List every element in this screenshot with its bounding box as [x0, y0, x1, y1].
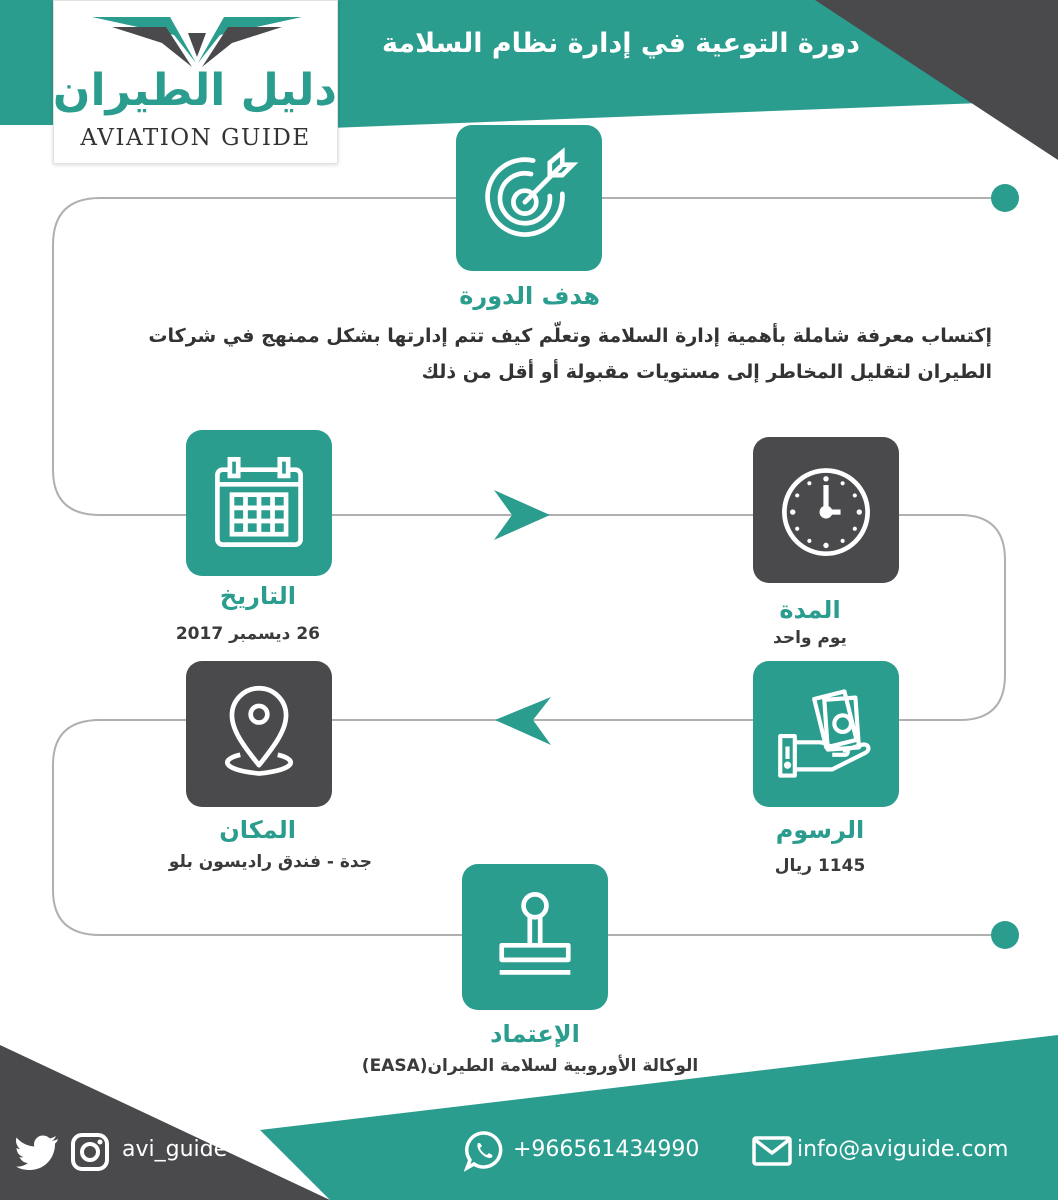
- accreditation-value: الوكالة الأوروبية لسلامة الطيران(EASA): [361, 1056, 699, 1076]
- goal-description: إكتساب معرفة شاملة بأهمية إدارة السلامة وتعلّم كيف تتم إدارتها بشكل ممنهج في شركات الطيران لتقليل المخاطر إلى مستويات مقبولة أو أقل من ذلك: [148, 325, 992, 383]
- phone-number[interactable]: +966561434990: [513, 1137, 700, 1162]
- stamp-icon: [483, 885, 587, 989]
- location-value: جدة - فندق راديسون بلو: [168, 852, 372, 872]
- logo: [53, 0, 338, 164]
- page-title: دورة التوعية في إدارة نظام السلامة: [382, 28, 860, 59]
- accreditation-tile: [462, 864, 608, 1010]
- location-pin-icon: [207, 682, 311, 786]
- fees-tile: [753, 661, 899, 807]
- email-icon[interactable]: [752, 1136, 792, 1166]
- date-tile: [186, 430, 332, 576]
- money-hand-icon: [774, 682, 878, 786]
- date-value: 26 ديسمبر 2017: [175, 624, 320, 644]
- clock-icon: [774, 458, 878, 562]
- duration-value: يوم واحد: [773, 628, 847, 648]
- location-tile: [186, 661, 332, 807]
- calendar-icon: [207, 451, 311, 555]
- goal-tile: [456, 125, 602, 271]
- instagram-icon[interactable]: [70, 1132, 110, 1172]
- wings-logo-icon: [92, 13, 302, 71]
- logo-english-text: AVIATION GUIDE: [80, 125, 311, 151]
- location-label: المكان: [219, 816, 296, 844]
- social-handle[interactable]: avi_guide: [122, 1137, 228, 1162]
- fees-label: الرسوم: [775, 816, 865, 844]
- whatsapp-icon[interactable]: [464, 1130, 504, 1172]
- duration-label: المدة: [779, 596, 841, 624]
- date-label: التاريخ: [219, 582, 296, 610]
- duration-tile: [753, 437, 899, 583]
- goal-label: هدف الدورة: [459, 282, 600, 310]
- email-address[interactable]: info@aviguide.com: [797, 1137, 1009, 1162]
- logo-arabic-text: دليل الطيران: [52, 65, 337, 116]
- twitter-icon[interactable]: [16, 1134, 60, 1170]
- target-icon: [477, 146, 581, 250]
- fees-value: 1145 ريال: [774, 856, 866, 876]
- accreditation-label: الإعتماد: [490, 1020, 580, 1048]
